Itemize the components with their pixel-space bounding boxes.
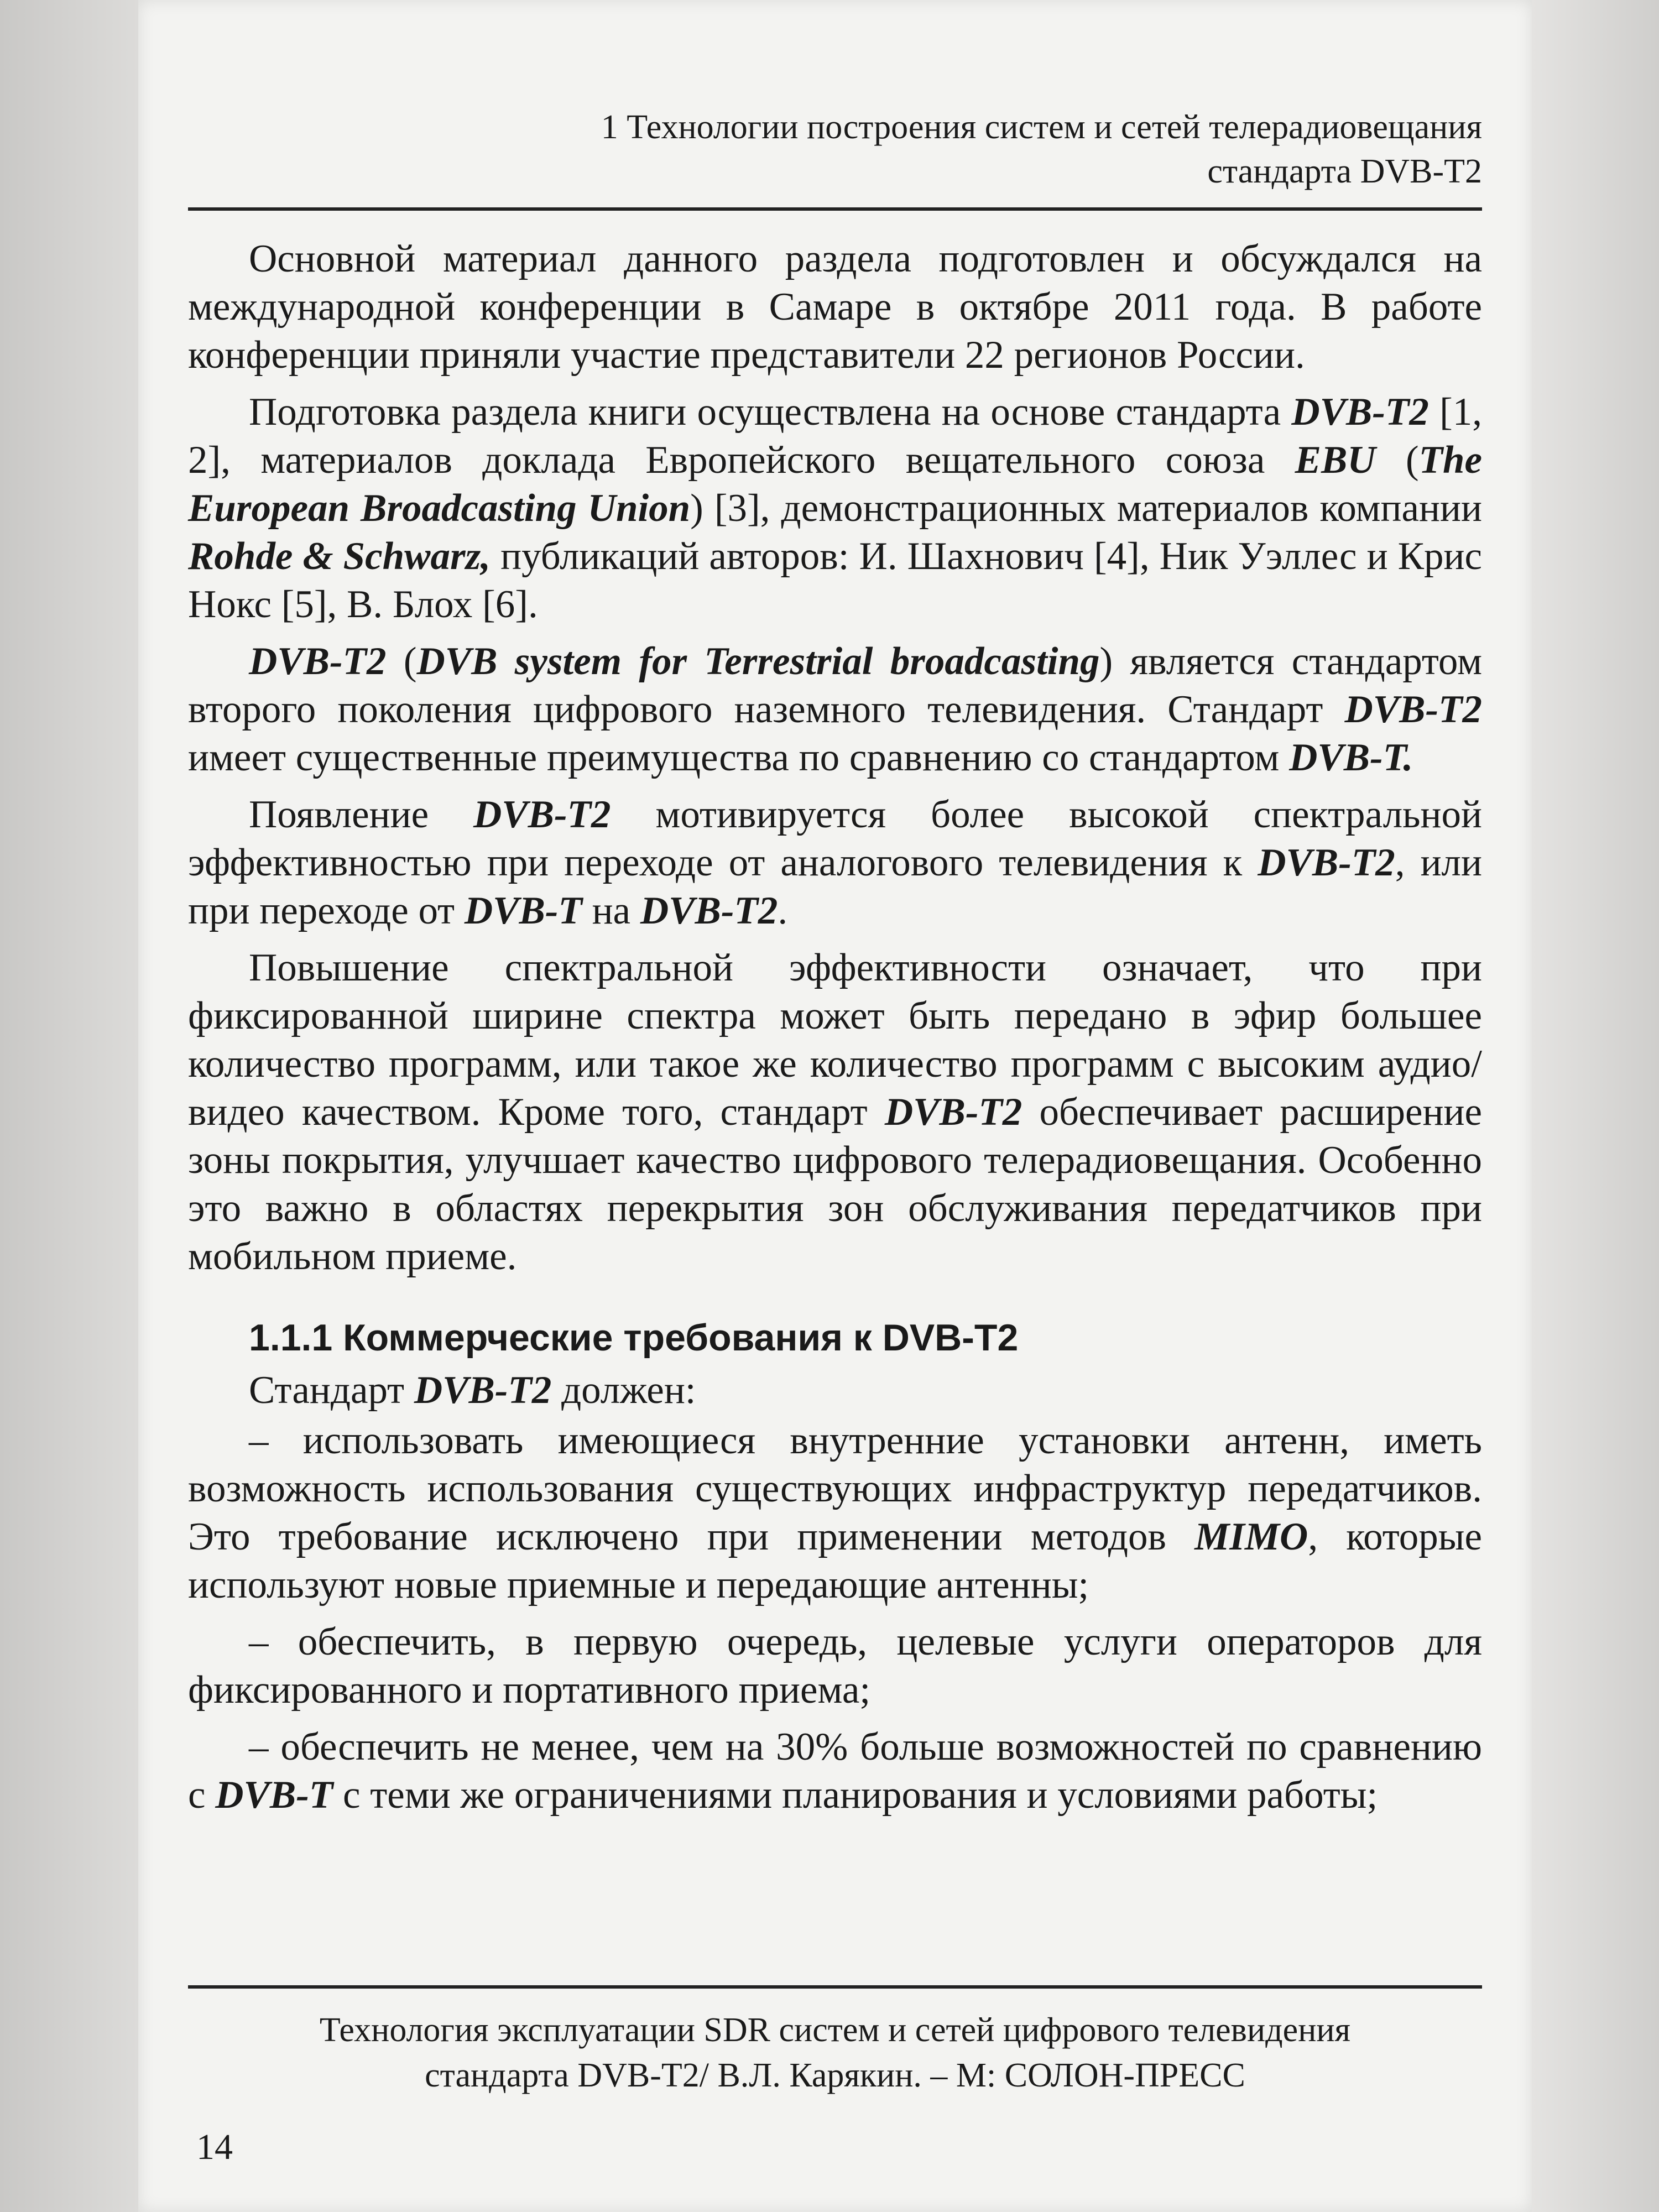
paragraph-sources: Подготовка раздела книги осуществлена на основе стандарта DVB-T2 [1, 2], материалов доклада Европейского вещательного союза EBU (The European Broadcasting Union) [3], демонстрационных материалов компании Rohde & Schwarz, публикаций авторов: И. Шахнович [4], Ник Уэллес и Крис Нокс [5], В. Блох [6]. <box>188 390 1482 626</box>
paragraph-efficiency: Повышение спектральной эффективности означает, что при фиксированной ширине спектра может быть передано в эфир большее количество программ, или такое же количество программ с высоким аудио/видео качеством. Кроме того, стандарт DVB-T2 обеспечивает расширение зоны покрытия, улучшает качество цифрового телерадиовещания. Особенно это важно в областях перекрытия зон обслуживания передатчиков при мобильном приеме. <box>188 946 1482 1278</box>
paragraph-conference: Основной материал данного раздела подготовлен и обсуждался на международной конференции в Самаре в октябре 2011 года. В работе конференции приняли участие представители 22 регионов России. <box>188 237 1482 377</box>
footer-line-1: Технология эксплуатации SDR систем и сетей цифрового телевидения <box>319 2011 1351 2049</box>
body-text <box>188 235 1482 1828</box>
list-item: – обеспечить, в первую очередь, целевые услуги операторов для фиксированного и портативного приема; <box>188 1620 1482 1712</box>
list-item: – обеспечить не менее, чем на 30% больше возможностей по сравнению с DVB-T с теми же ограничениями планирования и условиями работы; <box>188 1725 1482 1817</box>
header-rule <box>188 207 1482 211</box>
running-header <box>188 105 1482 194</box>
page-right-margin <box>1532 0 1659 2212</box>
paragraph-definition: DVB-T2 (DVB system for Terrestrial broadcasting) является стандартом второго поколения цифрового наземного телевидения. Стандарт DVB-T2 имеет существенные преимущества по сравнению со стандартом DVB-T. <box>188 640 1483 779</box>
term-ebu: EBU <box>1295 439 1376 482</box>
footer-rule <box>188 1985 1482 1989</box>
footer-line-2: стандарта DVB-T2/ В.Л. Карякин. – М: СОЛОН-ПРЕСС <box>425 2057 1245 2094</box>
running-header-line-1: 1 Технологии построения систем и сетей телерадиовещания <box>601 108 1482 146</box>
section-heading: 1.1.1 Коммерческие требования к DVB-T2 <box>249 1317 1019 1359</box>
section-intro: Стандарт DVB-T2 должен: <box>249 1369 696 1412</box>
footer-citation <box>188 2007 1482 2098</box>
running-header-line-2: стандарта DVB-T2 <box>1207 153 1482 190</box>
page-number: 14 <box>196 2127 233 2167</box>
term-ebu-full: The European Broadcasting Union <box>188 439 1482 530</box>
term-rohde-schwarz: Rohde & Schwarz, <box>188 535 491 578</box>
term-dvb-t2: DVB-T2 <box>1291 390 1429 434</box>
list-item: – использовать имеющиеся внутренние установки антенн, иметь возможность использования существующих инфраструктур передатчиков. Это требование исключено при применении методов MIMO, которые используют новые приемные и передающие антенны; <box>188 1419 1483 1606</box>
paragraph-motivation: Появление DVB-T2 мотивируется более высокой спектральной эффективностью при переходе от аналогового телевидения к DVB-T2, или при переходе от DVB-T на DVB-T2. <box>188 793 1482 932</box>
page-left-margin <box>0 0 138 2212</box>
